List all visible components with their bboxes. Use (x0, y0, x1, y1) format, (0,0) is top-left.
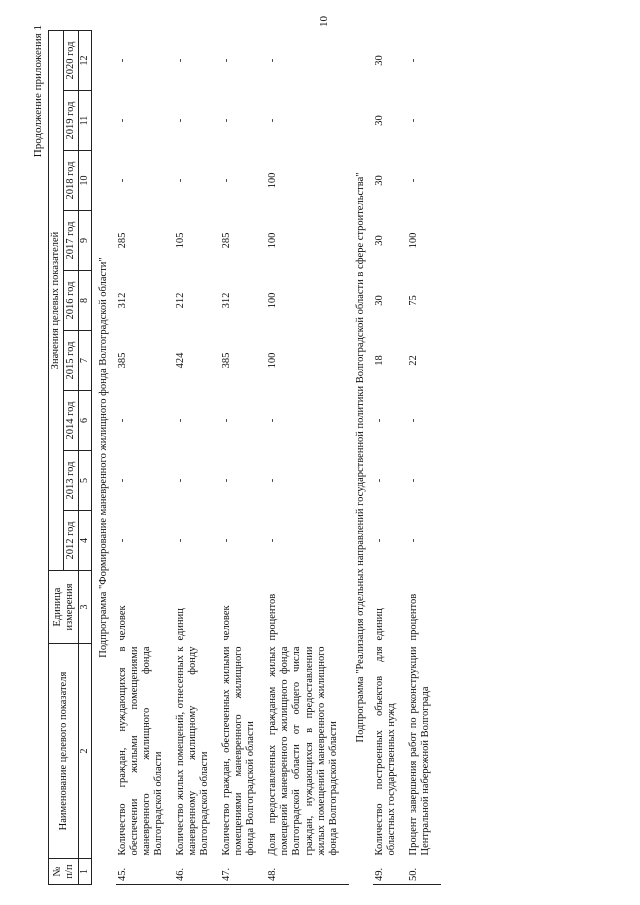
row-number: 45. (116, 859, 166, 885)
indicator-value: - (221, 58, 233, 63)
indicator-value: 212 (174, 292, 186, 309)
header-year: 2018 год (64, 151, 79, 211)
indicator-value: - (373, 538, 385, 543)
indicator-value: - (116, 118, 128, 123)
indicator-value: 100 (267, 232, 279, 249)
column-number: 4 (79, 511, 92, 571)
indicator-value: - (407, 418, 419, 423)
indicator-value: - (174, 58, 186, 63)
header-values-group: Значения целевых показателей (49, 31, 64, 571)
indicator-value: 75 (407, 295, 419, 306)
indicator-value: 30 (373, 235, 385, 246)
column-number: 8 (79, 271, 92, 331)
indicator-value: 424 (174, 352, 186, 369)
indicator-value: - (407, 538, 419, 543)
indicator-value: 285 (116, 232, 128, 249)
indicator-unit: человек (116, 605, 128, 641)
subprogram-title: Подпрограмма "Формирование маневренного жилищного фонда Волгоградской области" (97, 257, 109, 658)
indicator-value: 385 (221, 352, 233, 369)
column-number: 6 (79, 391, 92, 451)
indicator-name: Доля предоставленных гражданам жилых помещений маневренного жилищного фонда Волгоградской области от общего числа граждан, нуждающихся в предоставлении жилых помещений маневренного жилищного фонда Волгоградской области (267, 646, 339, 856)
continuation-note: Продолжение приложения 1 (32, 25, 44, 158)
page-number: 10 (318, 16, 330, 27)
header-year: 2014 год (64, 391, 79, 451)
indicator-value: 285 (221, 232, 233, 249)
indicator-unit: единиц (174, 608, 186, 641)
header-year: 2015 год (64, 331, 79, 391)
indicator-unit: процентов (407, 593, 419, 641)
row-number: 48. (266, 859, 340, 885)
indicator-value: 30 (373, 115, 385, 126)
indicator-value: - (267, 118, 279, 123)
indicator-value: - (221, 478, 233, 483)
header-year: 2013 год (64, 451, 79, 511)
indicator-value: 100 (267, 292, 279, 309)
indicators-table (48, 30, 441, 885)
indicator-value: - (221, 418, 233, 423)
indicator-name: Количество граждан, обеспеченных жилыми помещениями маневренного жилищного фонда Волгоградской области (221, 646, 257, 856)
indicator-value: 100 (267, 172, 279, 189)
column-number: 10 (79, 151, 92, 211)
indicator-value: 100 (267, 352, 279, 369)
column-number: 5 (79, 451, 92, 511)
row-number: 50. (407, 859, 433, 885)
header-year: 2017 год (64, 211, 79, 271)
indicator-unit: процентов (267, 593, 279, 641)
indicator-value: - (116, 58, 128, 63)
row-number: 47. (220, 859, 258, 885)
indicator-value: 18 (373, 355, 385, 366)
spacer-cell (341, 31, 349, 885)
indicator-unit: единиц (373, 608, 385, 641)
indicator-value: 312 (221, 292, 233, 309)
indicator-value: - (116, 178, 128, 183)
row-spacer (399, 31, 407, 885)
indicator-value: - (116, 418, 128, 423)
row-number: 46. (174, 859, 212, 885)
indicator-value: - (221, 118, 233, 123)
row-spacer (166, 31, 174, 885)
subprogram-row (91, 31, 116, 885)
indicator-value: 105 (174, 232, 186, 249)
table-row (116, 31, 166, 885)
indicator-value: - (116, 478, 128, 483)
indicator-value: 30 (373, 175, 385, 186)
indicator-value: 30 (373, 295, 385, 306)
indicator-value: 30 (373, 55, 385, 66)
spacer-cell (212, 31, 220, 885)
indicator-value: - (267, 538, 279, 543)
row-number: 49. (373, 859, 399, 885)
spacer-cell (399, 31, 407, 885)
column-number: 12 (79, 31, 92, 91)
column-number: 7 (79, 331, 92, 391)
indicator-value: - (407, 58, 419, 63)
indicator-value: - (174, 178, 186, 183)
indicator-value: 385 (116, 352, 128, 369)
indicator-value: - (373, 478, 385, 483)
row-spacer (258, 31, 266, 885)
column-number: 2 (79, 644, 92, 859)
indicator-value: - (221, 178, 233, 183)
indicator-value: - (174, 418, 186, 423)
header-year: 2020 год (64, 31, 79, 91)
spacer-cell (258, 31, 266, 885)
indicator-value: - (373, 418, 385, 423)
spacer-cell (433, 31, 441, 885)
column-number: 11 (79, 91, 92, 151)
indicator-value: - (267, 478, 279, 483)
header-name: Наименование целевого показателя (49, 644, 79, 859)
indicator-value: - (407, 178, 419, 183)
row-spacer (433, 31, 441, 885)
indicator-name: Количество построенных объектов для областных государственных нужд (373, 646, 397, 856)
header-unit: Единица измерения (49, 571, 79, 644)
indicator-value: - (267, 58, 279, 63)
indicator-value: 22 (407, 355, 419, 366)
indicator-value: - (221, 538, 233, 543)
indicator-value: - (407, 478, 419, 483)
indicator-name: Количество граждан, нуждающихся в обеспечении жилыми помещениями маневренного жилищного фонда Волгоградской области (116, 646, 164, 856)
indicator-value: - (267, 418, 279, 423)
table-row (220, 31, 258, 885)
column-number: 1 (79, 859, 92, 885)
table-row (174, 31, 212, 885)
indicator-value: - (174, 478, 186, 483)
row-spacer (341, 31, 349, 885)
rotated-page (32, 25, 632, 885)
indicator-value: - (174, 118, 186, 123)
subprogram-title: Подпрограмма "Реализация отдельных направлений государственной политики Волгоградской области в сфере строительства" (354, 172, 366, 743)
spacer-cell (166, 31, 174, 885)
column-number: 9 (79, 211, 92, 271)
header-num: № п/п (49, 859, 79, 885)
header-year: 2012 год (64, 511, 79, 571)
indicator-value: 100 (407, 232, 419, 249)
table-row (407, 31, 433, 885)
subprogram-row (349, 31, 373, 885)
indicator-value: - (407, 118, 419, 123)
indicator-value: - (116, 538, 128, 543)
indicator-name: Процент завершения работ по реконструкции Центральной набережной Волгограда (407, 646, 431, 856)
column-number: 3 (79, 571, 92, 644)
header-year: 2016 год (64, 271, 79, 331)
indicator-unit: человек (221, 605, 233, 641)
row-spacer (212, 31, 220, 885)
table-row (266, 31, 340, 885)
indicator-name: Количество жилых помещений, отнесенных к маневренному жилищному фонду Волгоградской области (174, 646, 211, 856)
indicator-value: - (174, 538, 186, 543)
table-row (373, 31, 399, 885)
indicator-value: 312 (116, 292, 128, 309)
header-year: 2019 год (64, 91, 79, 151)
